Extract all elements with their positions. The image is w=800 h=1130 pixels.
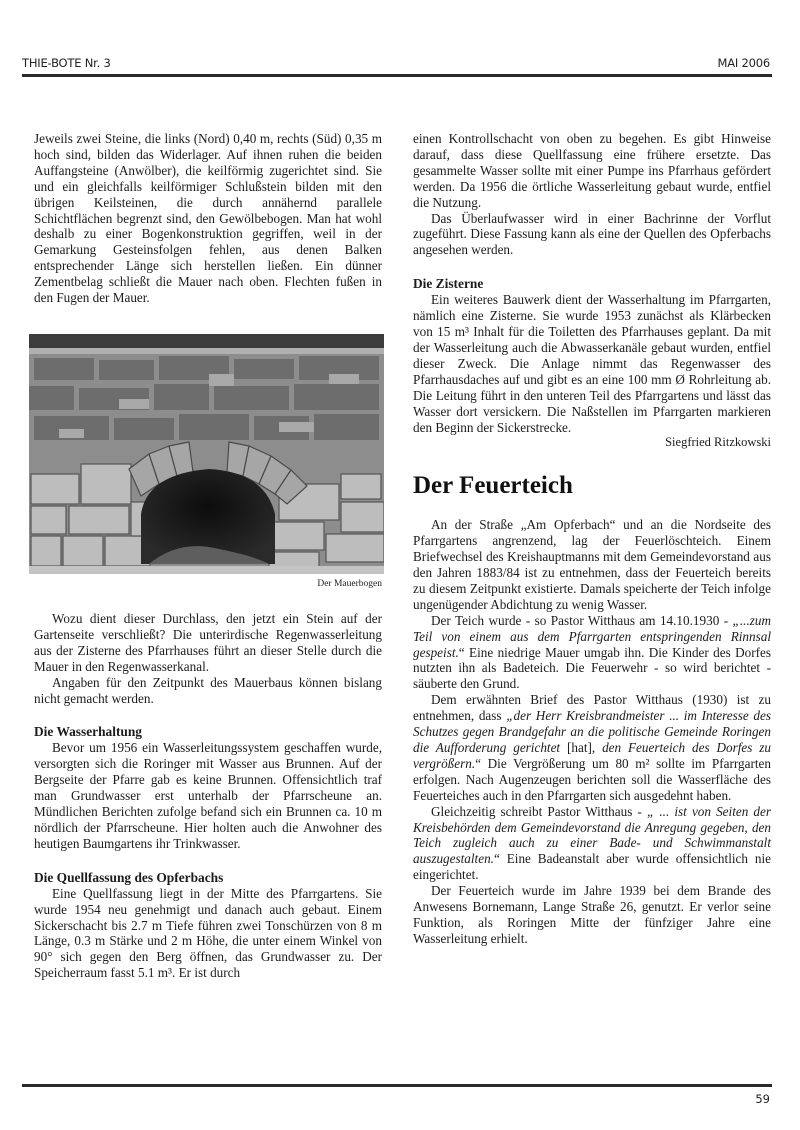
paragraph-feuerteich-4: [413, 804, 771, 884]
bracket-insert: [hat],: [560, 740, 603, 755]
right-column: [413, 131, 771, 947]
author-signature: Siegfried Ritzkowski: [665, 435, 771, 450]
publication-title: THIE-BOTE Nr. 3: [22, 56, 111, 70]
paragraph-wasserhaltung: Bevor um 1956 ein Wasserleitungssystem geschaffen wurde, versorgten sich die Roringer mit Wasser aus Brunnen. Auf der Bergseite der Pfarre gab es keine Brunnen. Offensichtlich traf man Grundwasser erst unterhalb der Pfarrscheune an. Mündlichen Berichten zufolge befand sich ein Brunnen ca. 10 m nördlich der Pfarrscheune. Hier holten auch die Anwohner des heutigen Baumgartens ihr Trinkwasser.: [34, 740, 382, 851]
header-rule: [22, 74, 772, 77]
text-lead: Gleichzeitig schreibt Pastor Witthaus -: [431, 803, 647, 819]
text-tail: “ Eine Badeanstalt aber wurde offensichtlich nie eingerichtet.: [413, 851, 771, 883]
section-heading-zisterne: Die Zisterne: [413, 276, 484, 292]
text-lead: Dem erwähnten Brief des Pastor Witthaus (1930) ist zu entnehmen, dass: [413, 692, 771, 724]
paragraph-feuerteich-3: [413, 692, 771, 803]
paragraph-quellfassung: Eine Quellfassung liegt in der Mitte des Pfarrgartens. Sie wurde 1954 neu genehmigt und danach auch gebaut. Einem Sickerschacht bis 2.7 m Tiefe führen zwei Tonschürzen von 8 m Länge, 0.3 m Stärke und 2 m Höhe, die unter einem Winkel von 90° sich gegen den Berg öffnen, das Grundwasser zu. Der Speicherraum fasst 5.1 m³. Er ist durch: [34, 885, 382, 981]
text-lead: Der Teich wurde - so Pastor Witthaus am 14.10.1930 -: [431, 612, 733, 628]
paragraph-zisterne: Ein weiteres Bauwerk dient der Wasserhaltung im Pfarrgarten, nämlich eine Zisterne. Sie wurde 1953 zunächst als Klärbecken von 15 m³ Inhalt für die Toiletten des Pfarrhauses geplant. Da mit der Wasserleitung auch die Abwasserkanäle gebaut wurden, entfiel dieser Zweck. Die Anlage nimmt das Regenwasser des Pfarrhausdaches auf und gibt es an eine 100 mm Ø Rohrleitung ab. Die Leitung führt in den unteren Teil des Pfarrgartens und lässt das Wasser dort versickern. Die Naßstellen im Pfarrgarten markieren den Beginn der Sickerstrecke.: [413, 292, 771, 435]
issue-date: MAI 2006: [717, 56, 770, 70]
footer-rule: [22, 1084, 772, 1087]
paragraph-feuerteich-1: An der Straße „Am Opferbach“ und an die Nordseite des Pfarrgartens angrenzend, lag der Feuerlöschteich. Einem Briefwechsel des Kreishauptmanns mit dem Gemeindevorstand aus den Jahren 1883/84 ist zu entnehmen, dass der Feuerteich bereits zu diesem Zeitpunkt existierte. Damals speicherte der Teich infolge ungenügender Abdichtung zu wenig Wasser.: [413, 517, 771, 612]
stone-arch-photo: [29, 334, 384, 574]
intro-paragraph: Jeweils zwei Steine, die links (Nord) 0,40 m, rechts (Süd) 0,35 m hoch sind, bilden das Widerlager. Auf ihnen ruhen die beiden Auffangsteine (Anwölber), die keilförmig zugerichtet sind. Sie und ein gleichfalls keilförmiger Schlußstein bilden mit den übrigen Keilsteinen, die durch annähernd parallele Schichtflächen begrenzt sind, den Gewölbebogen. Man hat wohl deshalb zu einer Bogenkonstruktion gegriffen, weil in der Gemarkung Gesteinsfolgen fehlen, aus denen Balken entsprechender Länge sich herstellen ließen. Ein dünner Zementbelag schließt die Mauer nach oben. Flechten fußen in den Fugen der Mauer.: [34, 131, 382, 306]
stone-arch-wall-image: [29, 334, 384, 574]
section-heading-wasserhaltung: Die Wasserhaltung: [34, 724, 143, 740]
photo-caption: Der Mauerbogen: [317, 578, 382, 589]
paragraph-durchlass: Wozu dient dieser Durchlass, den jetzt ein Stein auf der Gartenseite verschließt? Die unterirdische Regenwasserleitung aus der Zisterne des Pfarrhauses führt an dieser Stelle durch die Mauer in den Regenwasserkanal.: [34, 610, 382, 674]
paragraph-angaben: Angaben für den Zeitpunkt des Mauerbaus können bislang nicht gemacht werden.: [34, 674, 382, 706]
quote: „der Herr Kreisbrandmeister ... im Interesse des Schutzes gegen Brandgefahr an die politische Gemeinde Roringen die Aufforderung gerichtet: [413, 708, 771, 755]
paragraph-ueberlauf: Das Überlaufwasser wird in einer Bachrinne der Vorflut zugeführt. Diese Fassung kann als eine der Quellen des Opferbachs angesehen werden.: [413, 210, 771, 258]
section-heading-quellfassung: Die Quellfassung des Opferbachs: [34, 869, 224, 885]
text-tail: “ Die Vergrößerung um 80 m² sollte im Pfarrgarten erfolgen. Nach Augenzeugen berichten soll die Wasserfläche des Feuerteiches auch in den Pfarrgarten sich ausgedehnt haben.: [413, 755, 771, 803]
quote: „ ... ist von Seiten der Kreisbehörden dem Gemeindevorstand die Anregung gegeben, den Teich zugleich auch zu einer Bade- und Schwimmanstalt auszugestalten.: [413, 803, 771, 867]
quote: den Feuerteich des Dorfes zu vergrößern.: [413, 740, 771, 771]
quote: „...zum Teil von einem aus dem Pfarrgarten entspringenden Rinnsal gespeist.: [413, 612, 771, 660]
page-number: 59: [755, 1092, 770, 1106]
article-title: Der Feuerteich: [413, 472, 573, 500]
text-tail: “ Eine niedrige Mauer umgab ihn. Die Kinder des Dorfes nutzten ihn als Badeteich. Die Feuerwehr - so wird berichtet - säuberte den Grund.: [413, 644, 771, 692]
left-column: [34, 131, 382, 981]
paragraph-feuerteich-5: Der Feuerteich wurde im Jahre 1939 bei dem Brande des Anwesens Bornemann, Lange Straße 26, genutzt. Er verlor seine Funktion, als Roringen Mitte der fünfziger Jahre eine Wasserleitung erhielt.: [413, 883, 771, 946]
paragraph-feuerteich-2: [413, 613, 771, 693]
paragraph-continuation: einen Kontrollschacht von oben zu begehen. Es gibt Hinweise darauf, dass diese Quellfassung eine frühere ersetzte. Das gesammelte Wasser sollte mit einer Pumpe ins Pfarrhaus gefördert werden. Da 1956 die örtliche Wasserleitung gebaut wurde, entfiel die Nutzung.: [413, 131, 771, 210]
